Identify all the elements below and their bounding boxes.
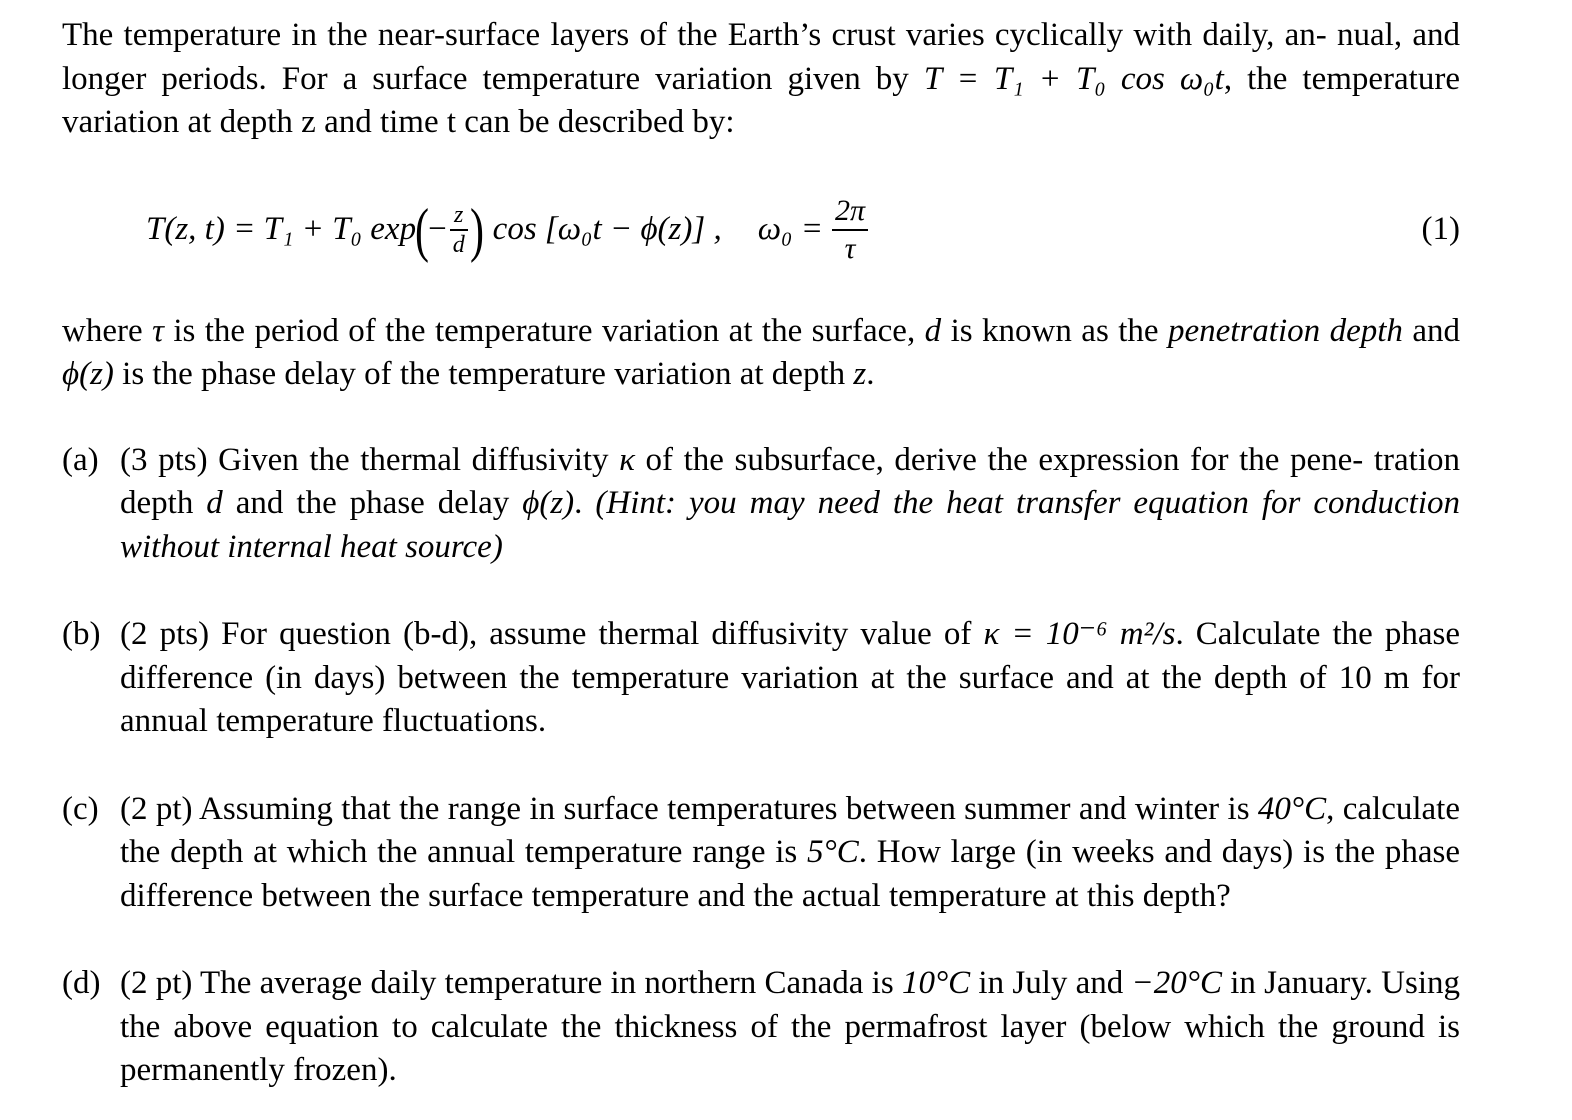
question-text [120, 439, 1460, 570]
definition-text-4: and [1402, 312, 1460, 349]
definition-text-5: is the phase delay of the temperature variation at depth [113, 356, 854, 392]
question-text [120, 962, 1460, 1093]
definition-text-3: is known as the [941, 312, 1168, 349]
equation-cos-term: cos [ω₀t − ϕ(z)] , [492, 211, 722, 248]
question-label: (b) [62, 616, 101, 652]
exp-fraction [450, 201, 468, 259]
definition-text-6: . [866, 356, 875, 392]
definition-text-2: is the period of the temperature variation at the surface, [163, 312, 925, 349]
question-a-text-4: . [574, 485, 596, 521]
phi-symbol: ϕ(z) [62, 356, 114, 392]
right-paren: ) [469, 197, 484, 263]
question-label: (d) [62, 965, 101, 1001]
question-d-text-1: (2 pt) The average daily temperature in northern Canada is [120, 965, 902, 1001]
question-a [62, 439, 1460, 570]
omega-definition: ω₀ = [757, 211, 824, 248]
z-symbol: z [853, 356, 867, 392]
question-text [120, 788, 1460, 919]
omega-numerator: 2π [835, 194, 866, 228]
july-temperature-value: 10°C [901, 965, 971, 1001]
display-equation [62, 173, 1460, 288]
left-paren: ( [415, 197, 430, 263]
diffusivity-value: κ = 10⁻⁶ m²/s [983, 616, 1176, 652]
question-d-text-2: in July and [970, 965, 1132, 1001]
question-b [62, 613, 1460, 744]
problem-sheet [62, 14, 1460, 1093]
question-a-text-3: and the phase delay [222, 485, 523, 521]
question-label: (c) [62, 790, 99, 827]
question-a-text-2: of the subsurface, derive the expression for the pene- tration depth [120, 441, 1461, 521]
january-temperature-value: −20°C [1131, 965, 1222, 1001]
question-text [120, 613, 1460, 744]
tau-symbol: τ [152, 312, 164, 349]
question-a-text-1: (3 pts) Given the thermal diffusivity [120, 441, 620, 478]
exp-minus: − [428, 211, 447, 248]
d-symbol: d [206, 485, 223, 521]
equation-lhs: T(z, t) = T₁ + T₀ exp [146, 211, 417, 248]
equation-body [146, 173, 871, 288]
definition-paragraph [62, 310, 1460, 397]
hint-text: (Hint: you may need the heat transfer equation for conduction without internal heat source) [120, 485, 1461, 565]
d-symbol: d [924, 312, 942, 349]
intro-text-2: , the temperature variation at depth z and time t can be described by: [62, 60, 1460, 140]
depth-range-value: 5°C [807, 834, 859, 870]
equation-number: (1) [1421, 211, 1460, 248]
question-b-text-2: . Calculate the phase difference (in days) between the temperature variation at the surface and at the depth of 10 m for annual temperature fluctuations. [120, 616, 1460, 739]
intro-paragraph [62, 14, 1460, 145]
definition-text-1: where [62, 312, 153, 349]
question-c [62, 788, 1460, 919]
question-d-text-3: in January. Using the above equation to calculate the thickness of the permafrost layer (below which the ground is permanently frozen). [120, 965, 1461, 1088]
phi-symbol: ϕ(z) [522, 485, 575, 521]
question-c-text-2: , calculate the depth at which the annual temperature range is [120, 790, 1460, 870]
surface-range-value: 40°C [1257, 790, 1327, 827]
question-label: (a) [62, 441, 99, 478]
surface-temperature-formula: T = T₁ + T₀ cos ω₀t [923, 60, 1224, 97]
kappa-symbol: κ [619, 441, 635, 478]
intro-text-1: The temperature in the near-surface layers of the Earth’s crust varies cyclically with daily, an- nual, and longer periods. For a surface temperature variation given by [62, 17, 1460, 97]
question-c-text-3: . How large (in weeks and days) is the phase difference between the surface temperature and the actual temperature at this depth? [120, 834, 1460, 914]
question-c-text-1: (2 pt) Assuming that the range in surface temperatures between summer and winter is [120, 790, 1258, 827]
question-d [62, 962, 1460, 1093]
exp-denominator: d [452, 231, 465, 258]
omega-fraction [832, 193, 868, 267]
omega-denominator: τ [844, 231, 856, 265]
question-b-text-1: (2 pts) For question (b-d), assume thermal diffusivity value of [120, 616, 984, 652]
exp-numerator: z [454, 202, 464, 229]
penetration-depth-term: penetration depth [1167, 312, 1403, 349]
